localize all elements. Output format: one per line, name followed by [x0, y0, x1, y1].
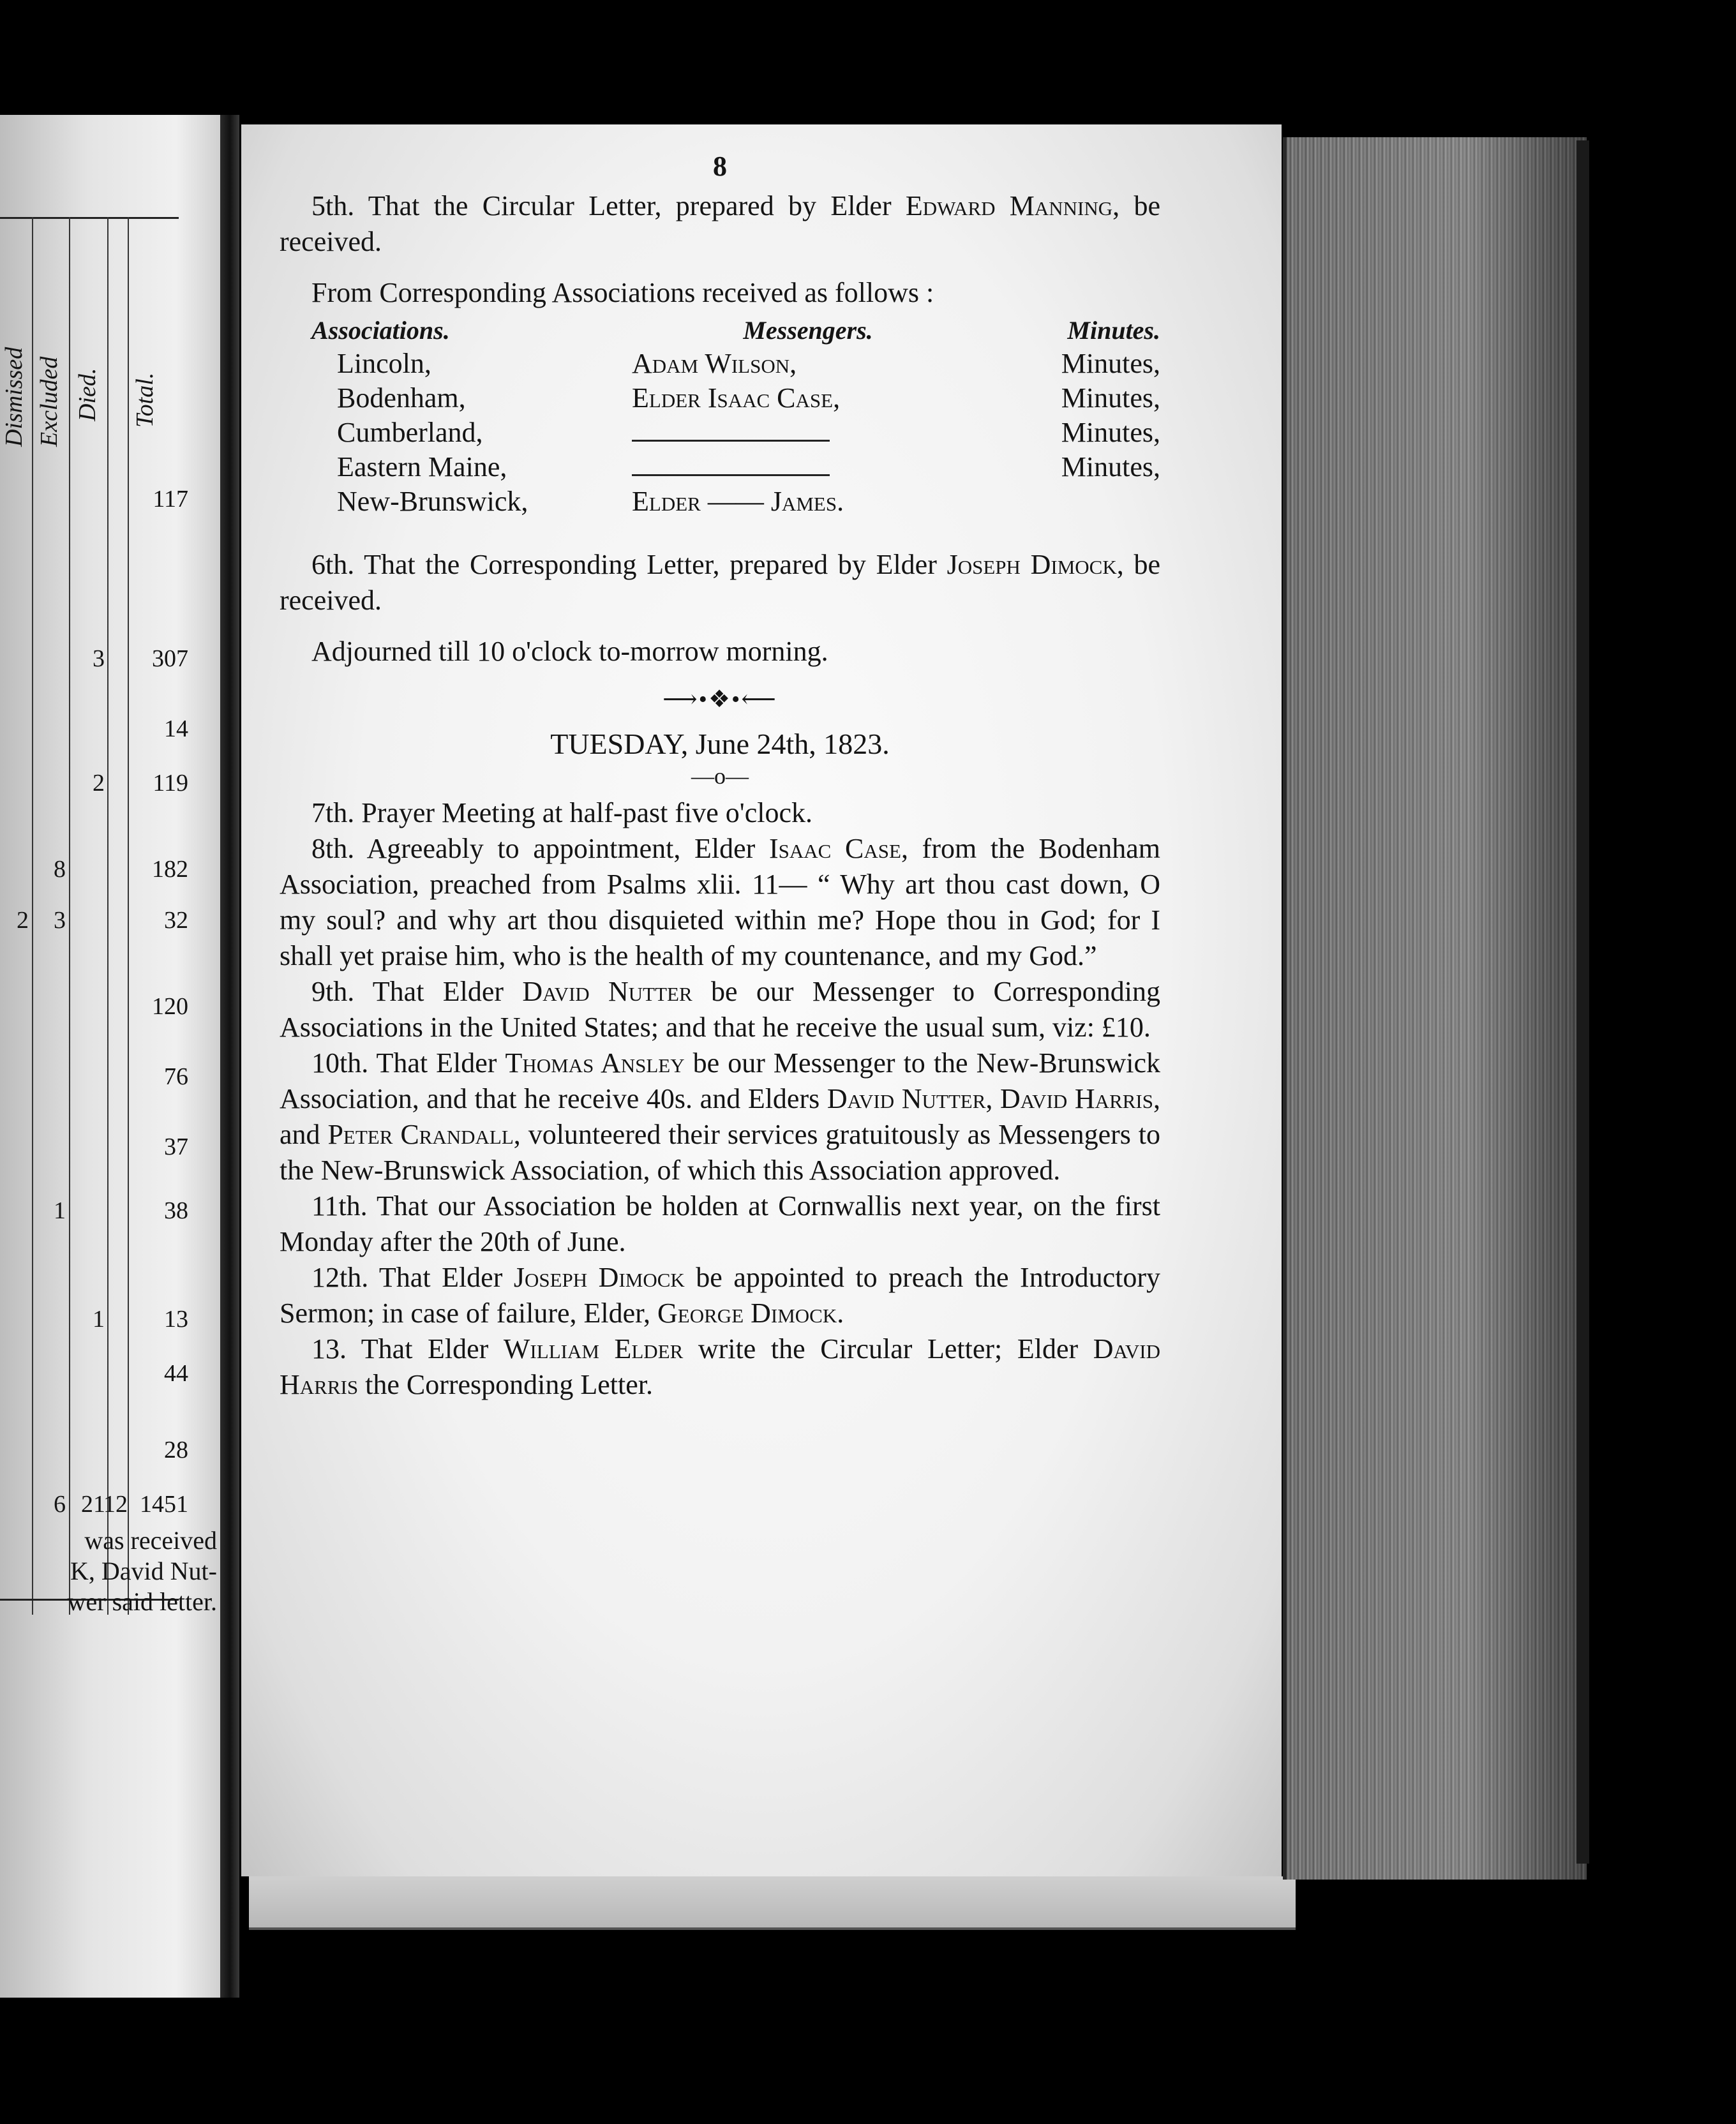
item-10: 10th. That Elder Thomas Ansley be our Messenger to the New-Brunswick Association, and that he receive 40s. and Elders David Nutter, David Harris, and Peter Crandall, volunteered their services gratuitously as Messengers to the New-Brunswick Association, of which this Association approved.	[280, 1047, 1161, 1186]
adjourn-line: Adjourned till 10 o'clock to-morrow morning.	[311, 636, 828, 667]
item-6: 6th. That the Corresponding Letter, prepared by Elder Joseph Dimock, be received.	[280, 549, 1161, 616]
corresponding-heading: From Corresponding Associations received as follows :	[311, 277, 934, 308]
item-12: 12th. That Elder Joseph Dimock be appointed to preach the Introductory Sermon; in case of failure, Elder, George Dimock.	[280, 1262, 1160, 1329]
association-messenger	[632, 450, 984, 484]
left-cell-total: 13	[164, 1306, 188, 1333]
day-heading: TUESDAY, June 24th, 1823.	[550, 728, 890, 760]
association-name: Cumberland,	[337, 417, 483, 448]
left-footer-line: K, David Nut-	[70, 1557, 217, 1585]
association-name: Lincoln,	[337, 348, 431, 379]
left-cell-total: 37	[164, 1133, 188, 1160]
col-header-dismissed: Dismissed	[1, 347, 27, 447]
col-header-died: Died.	[74, 368, 101, 421]
item-13: 13. That Elder William Elder write the Circular Letter; Elder David Harris the Corresponding Letter.	[280, 1333, 1160, 1400]
left-table-row	[0, 1305, 188, 1333]
association-row	[280, 415, 1160, 450]
book-gutter	[220, 115, 239, 1998]
left-cell-total: 44	[164, 1360, 188, 1387]
association-row	[280, 484, 1160, 519]
association-messenger	[632, 484, 984, 519]
left-cell-total: 38	[164, 1197, 188, 1224]
total-excluded: 21	[81, 1491, 105, 1518]
left-page	[0, 115, 220, 1998]
person-name: George Dimock	[657, 1298, 837, 1329]
page-bottom-edge	[249, 1876, 1296, 1930]
left-cell-total: 14	[164, 715, 188, 742]
header-minutes: Minutes.	[1067, 316, 1160, 345]
messenger-name: Adam Wilson,	[632, 348, 797, 379]
left-cell-total: 119	[153, 770, 188, 796]
messenger-name: Elder Isaac Case,	[632, 382, 841, 414]
col-header-excluded: Excluded	[36, 356, 63, 447]
left-table-row	[0, 485, 188, 513]
item-7: 7th. Prayer Meeting at half-past five o'clock.	[311, 797, 812, 828]
left-table-row	[0, 992, 188, 1021]
association-minutes: Minutes,	[1061, 348, 1160, 379]
left-footer-line: wer said letter.	[67, 1587, 217, 1616]
person-name: William Elder	[503, 1333, 684, 1365]
item-5: 5th. That the Circular Letter, prepared by Elder Edward Manning, be received.	[280, 190, 1160, 257]
association-name: Eastern Maine,	[337, 451, 507, 482]
book-page	[241, 124, 1282, 1876]
left-table-row	[0, 1133, 188, 1161]
left-cell-total: 117	[153, 486, 188, 512]
person-name: Edward Manning	[905, 190, 1113, 221]
left-table-row	[0, 1359, 188, 1387]
item-9: 9th. That Elder David Nutter be our Messenger to Corresponding Associations in the United States; and that he receive the usual sum, viz: £10.	[280, 976, 1161, 1043]
association-row	[280, 381, 1160, 415]
left-cell-died: 1	[93, 1306, 105, 1333]
left-cell-died: 3	[93, 645, 105, 672]
left-cell-total: 28	[164, 1437, 188, 1463]
left-cell-excluded: 8	[54, 856, 66, 883]
page-text	[280, 150, 1160, 1403]
association-minutes: Minutes,	[1061, 451, 1160, 482]
person-name: Thomas Ansley	[505, 1047, 685, 1079]
left-cell-total: 120	[152, 993, 188, 1020]
association-messenger	[632, 381, 984, 415]
blank-messenger-line	[632, 421, 830, 442]
association-name: New-Brunswick,	[337, 486, 528, 517]
association-minutes: Minutes,	[1061, 382, 1160, 414]
book-binding-edge	[1576, 140, 1589, 1864]
person-name: David Harris	[1000, 1083, 1153, 1114]
left-table-row	[0, 906, 188, 934]
left-table-top-rule	[0, 217, 179, 219]
left-table-totals-row	[0, 1490, 188, 1518]
left-cell-total: 307	[152, 645, 188, 672]
association-messenger	[632, 347, 984, 381]
day-subdivider: —o—	[691, 763, 749, 789]
association-minutes: Minutes,	[1061, 417, 1160, 448]
left-cell-total: 182	[152, 856, 188, 883]
person-name: David Nutter	[827, 1083, 986, 1114]
person-name: Joseph Dimock	[513, 1262, 685, 1293]
association-row	[280, 450, 1160, 484]
person-name: Joseph Dimock	[947, 549, 1117, 580]
left-table-row	[0, 1063, 188, 1091]
ornament-divider: ⟶•❖•⟵	[662, 686, 777, 713]
left-table-row	[0, 1436, 188, 1464]
messenger-name: Elder —— James.	[632, 486, 844, 517]
item-11: 11th. That our Association be holden at Cornwallis next year, on the first Monday after the 20th of June.	[280, 1190, 1160, 1257]
total-dismissed: 6	[54, 1491, 66, 1518]
header-associations: Associations.	[311, 316, 450, 345]
blank-messenger-line	[632, 455, 830, 476]
association-name: Bodenham,	[337, 382, 466, 414]
associations-table-header	[280, 315, 1160, 347]
total-total: 1451	[140, 1491, 188, 1518]
person-name: David Nutter	[522, 976, 692, 1007]
person-name: Isaac Case	[769, 833, 901, 864]
association-minutes	[984, 484, 1160, 519]
left-footer-line: was received	[84, 1526, 217, 1555]
left-cell-died: 2	[93, 770, 105, 796]
left-table-row	[0, 855, 188, 883]
col-header-total: Total.	[131, 372, 158, 428]
association-messenger	[632, 415, 984, 450]
left-cell-excluded: 1	[54, 1197, 66, 1224]
left-cell-excluded: 3	[54, 907, 66, 934]
left-cell-dismissed: 2	[17, 907, 29, 934]
item-8: 8th. Agreeably to appointment, Elder Isaac Case, from the Bodenham Association, preached from Psalms xlii. 11— “ Why art thou cast down, O my soul? and why art thou disquieted within me? Hope thou in God; for I shall yet praise him, who is the health of my countenance, and my God.”	[280, 833, 1160, 971]
associations-table	[280, 315, 1160, 519]
association-row	[280, 347, 1160, 381]
left-cell-total: 76	[164, 1063, 188, 1090]
left-table-row	[0, 1197, 188, 1225]
left-table-row	[0, 645, 188, 673]
page-number: 8	[713, 151, 727, 182]
person-name: David Harris	[280, 1333, 1160, 1400]
total-died: 12	[103, 1491, 128, 1518]
header-messengers: Messengers.	[743, 316, 873, 345]
person-name: Peter Crandall	[327, 1119, 514, 1150]
left-table-row	[0, 715, 188, 743]
left-table-row	[0, 769, 188, 797]
left-cell-total: 32	[164, 907, 188, 934]
left-page-footer-text	[6, 1525, 217, 1617]
book-fore-edge	[1283, 137, 1587, 1880]
